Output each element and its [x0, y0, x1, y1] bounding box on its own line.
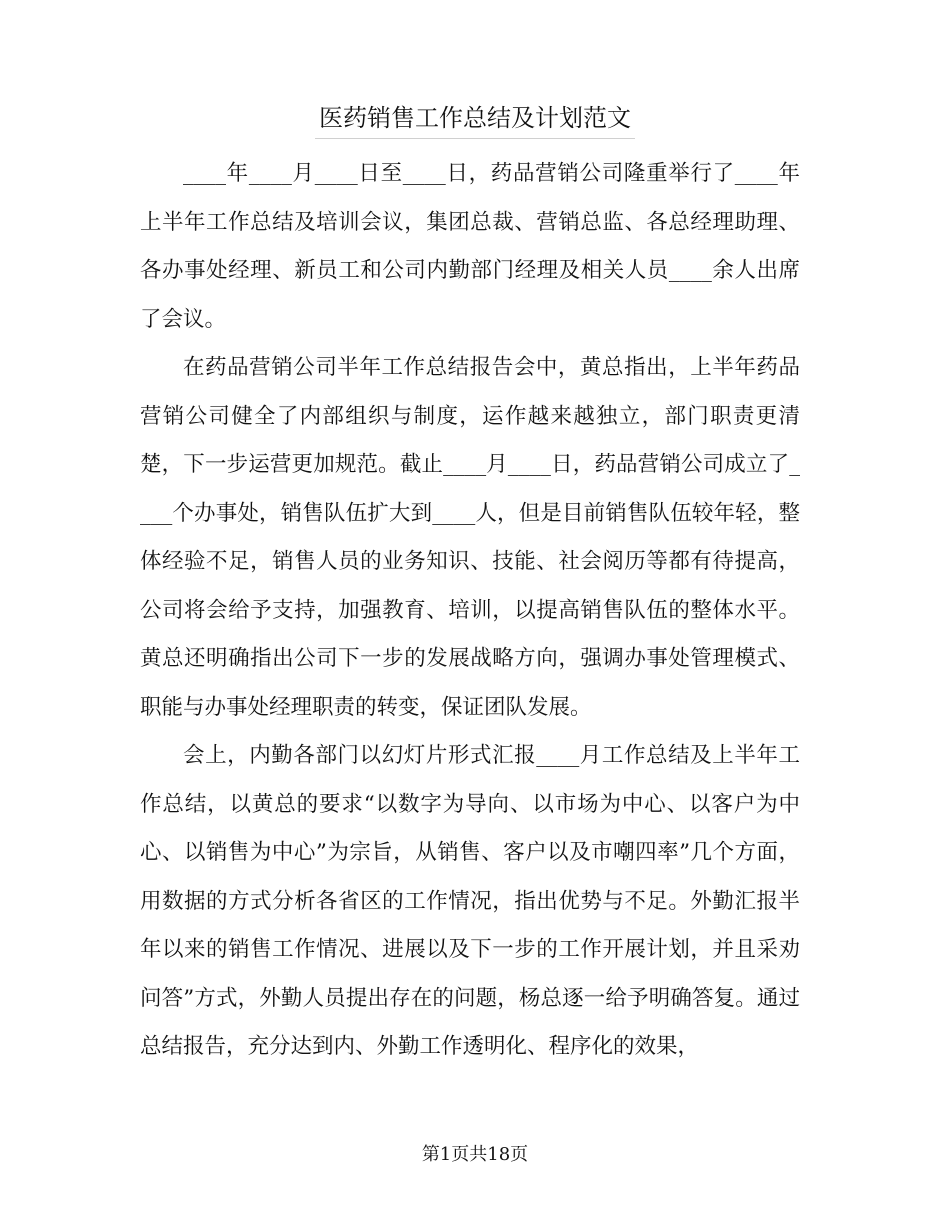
- document-title-text: 医药销售工作总结及计划范文: [315, 98, 635, 139]
- paragraph-1: ____年____月____日至____日，药品营销公司隆重举行了____年上半年工作总结及培训会议，集团总裁、营销总监、各总经理助理、各办事处经理、新员工和公司内勤部门经理及相关人员____余人出席了会议。: [140, 161, 800, 332]
- paragraph-2: 在药品营销公司半年工作总结报告会中，黄总指出，上半年药品营销公司健全了内部组织与制度，运作越来越独立，部门职责更清楚，下一步运营更加规范。截止____月____日，药品营销公司成立了____个办事处，销售队伍扩大到____人，但是目前销售队伍较年轻，整体经验不足，销售人员的业务知识、技能、社会阅历等都有待提高，公司将会给予支持，加强教育、培训，以提高销售队伍的整体水平。黄总还明确指出公司下一步的发展战略方向，强调办事处管理模式、职能与办事处经理职责的转变，保证团队发展。: [140, 355, 800, 720]
- document-body: [140, 150, 800, 1072]
- paragraph-3: 会上，内勤各部门以幻灯片形式汇报____月工作总结及上半年工作总结，以黄总的要求“以数字为导向、以市场为中心、以客户为中心、以销售为中心”为宗旨，从销售、客户以及市嘲四率”几个方面，用数据的方式分析各省区的工作情况，指出优势与不足。外勤汇报半年以来的销售工作情况、进展以及下一步的工作开展计划，并且采劝问答”方式，外勤人员提出存在的问题，杨总逐一给予明确答复。通过总结报告，充分达到内、外勤工作透明化、程序化的效果，: [140, 743, 800, 1059]
- document-title: [0, 98, 950, 139]
- page-number: 第1页共18页: [421, 1144, 529, 1165]
